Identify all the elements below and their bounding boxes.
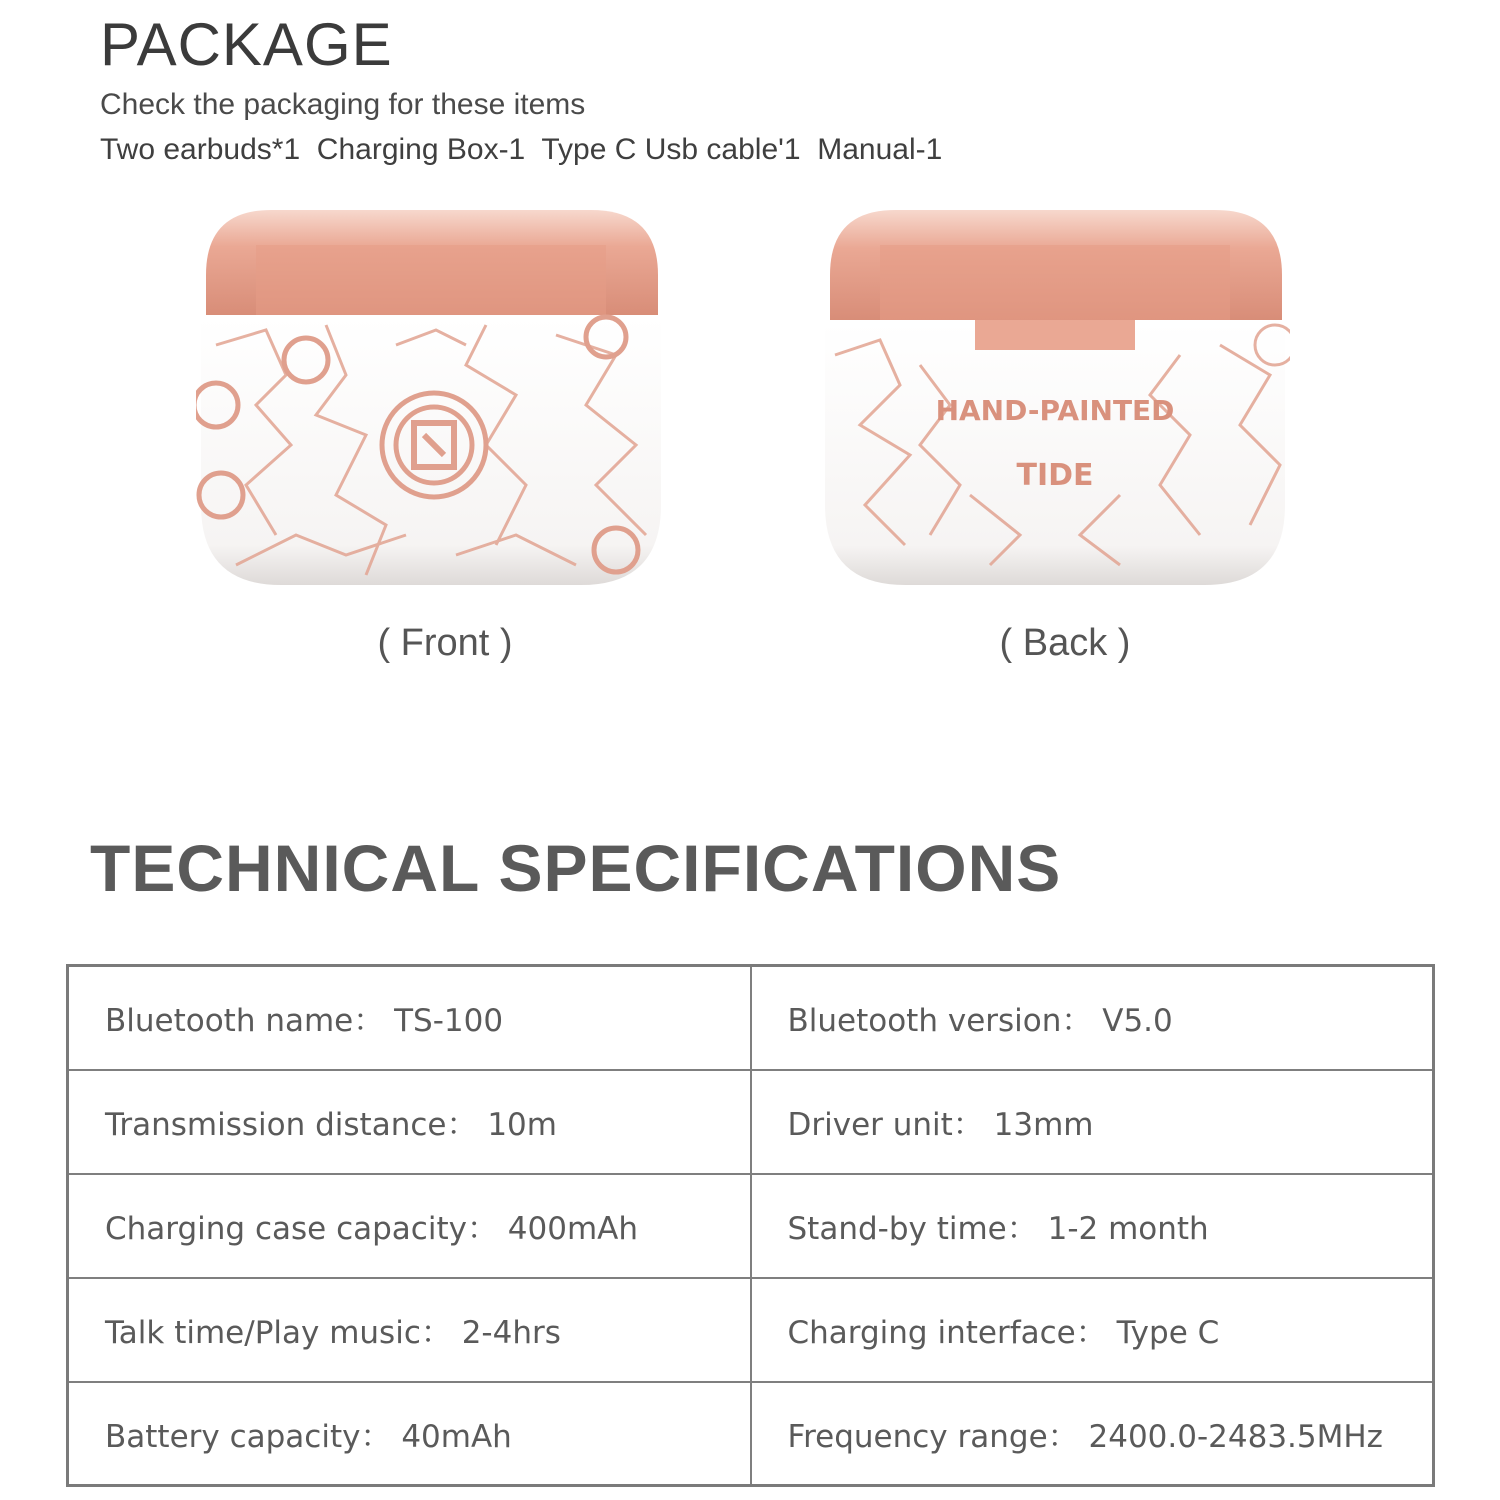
back-print-line1: HAND-PAINTED	[935, 394, 1175, 427]
specifications-table	[66, 964, 1435, 1487]
spec-row	[68, 1174, 1434, 1278]
charging-case-front-image	[196, 205, 666, 585]
spec-cell: Stand-by time： 1-2 month	[751, 1174, 1434, 1278]
spec-cell: Bluetooth version： V5.0	[751, 966, 1434, 1070]
specifications-title: TECHNICAL SPECIFICATIONS	[90, 831, 1062, 905]
spec-cell: Frequency range： 2400.0-2483.5MHz	[751, 1382, 1434, 1486]
spec-cell: Talk time/Play music： 2-4hrs	[68, 1278, 751, 1382]
back-print-line2: TIDE	[1016, 458, 1094, 493]
spec-row	[68, 1382, 1434, 1486]
spec-row	[68, 966, 1434, 1070]
spec-cell: Transmission distance： 10m	[68, 1070, 751, 1174]
spec-row	[68, 1070, 1434, 1174]
spec-cell: Charging case capacity： 400mAh	[68, 1174, 751, 1278]
spec-cell: Battery capacity： 40mAh	[68, 1382, 751, 1486]
spec-cell: Bluetooth name： TS-100	[68, 966, 751, 1070]
front-caption: ( Front )	[377, 622, 513, 664]
spec-cell: Charging interface： Type C	[751, 1278, 1434, 1382]
spec-row	[68, 1278, 1434, 1382]
spec-cell: Driver unit： 13mm	[751, 1070, 1434, 1174]
back-caption: ( Back )	[999, 622, 1131, 664]
charging-case-back-image	[820, 205, 1290, 585]
package-subtitle: Check the packaging for these items	[100, 88, 586, 121]
package-items-list: Two earbuds*1 Charging Box-1 Type C Usb cable'1 Manual-1	[100, 133, 943, 166]
package-title: PACKAGE	[100, 11, 393, 78]
